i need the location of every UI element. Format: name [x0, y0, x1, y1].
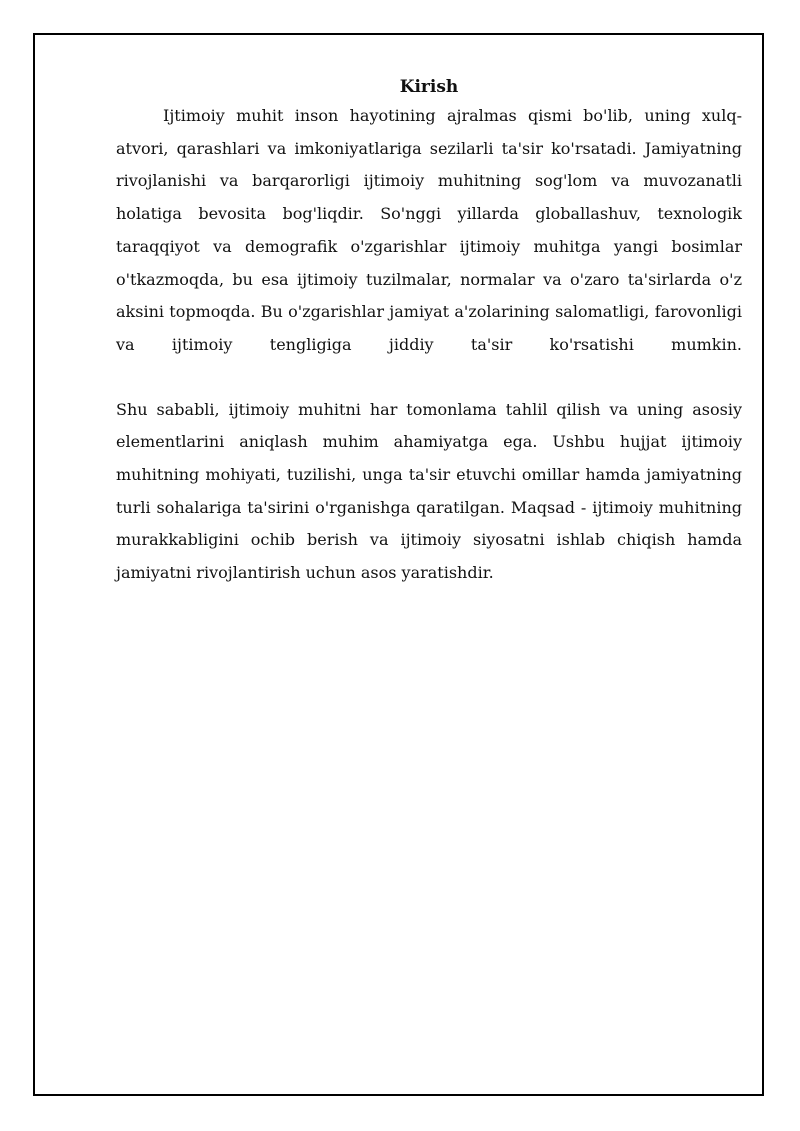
- paragraph-spacer: [116, 362, 742, 394]
- document-title: Kirish: [399, 77, 459, 97]
- intro-paragraph-1: Ijtimoiy muhit inson hayotining ajralmas qismi bo'lib, uning xulq-atvori, qarashlari va imkoniyatlariga sezilarli ta'sir ko'rsatadi. Jamiyatning rivojlanishi va barqarorligi ijtimoiy muhitning sog'lom va muvozanatli holatiga bevosita bog'liqdir. So'nggi yillarda globallashuv, texnologik taraqqiyot va demografik o'zgarishlar ijtimoiy muhitga yangi bosimlar o'tkazmoqda, bu esa ijtimoiy tuzilmalar, normalar va o'zaro ta'sirlarda o'z aksini topmoqda. Bu o'zgarishlar jamiyat a'zolarining salomatligi, farovonligi va ijtimoiy tengligiga jiddiy ta'sir ko'rsatishi mumkin.: [116, 106, 742, 354]
- intro-paragraph-2: Shu sababli, ijtimoiy muhitni har tomonlama tahlil qilish va uning asosiy elementlarini aniqlash muhim ahamiyatga ega. Ushbu hujjat ijtimoiy muhitning mohiyati, tuzilishi, unga ta'sir etuvchi omillar hamda jamiyatning turli sohalariga ta'sirini o'rganishga qaratilgan. Maqsad - ijtimoiy muhitning murakkabligini ochib berish va ijtimoiy siyosatni ishlab chiqish hamda jamiyatni rivojlantirish uchun asos yaratishdir.: [116, 399, 742, 583]
- document-body: [116, 74, 742, 590]
